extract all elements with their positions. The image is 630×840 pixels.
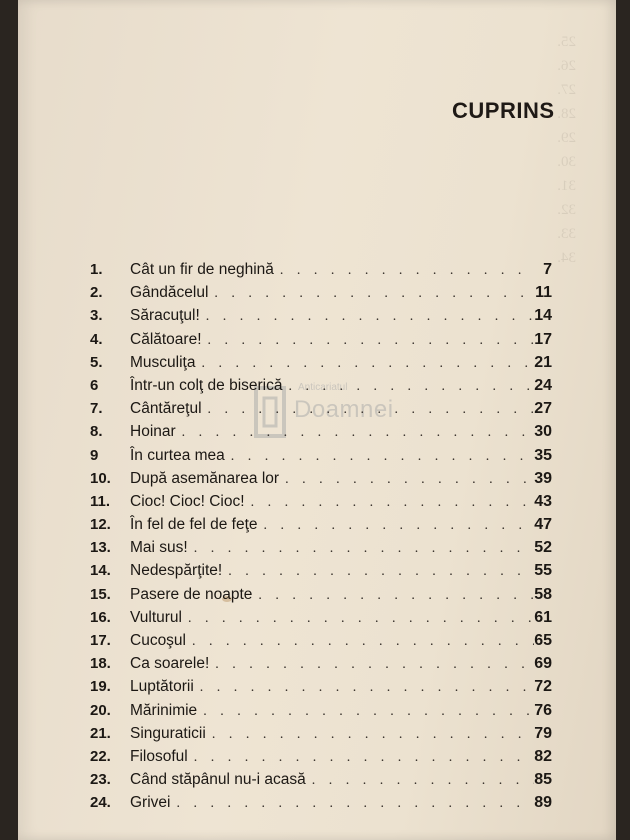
entry-number: 12. [90, 516, 111, 534]
dot-leader [289, 375, 535, 398]
dot-leader [212, 723, 534, 746]
entry-number: 11. [90, 492, 111, 510]
dot-leader [192, 630, 534, 653]
entry-title-wrap [130, 328, 534, 352]
entry-title-wrap [130, 559, 534, 583]
dot-leader [214, 282, 534, 305]
entry-title-wrap [130, 281, 534, 305]
entry-title-wrap [130, 467, 534, 491]
entry-title: În fel de fel de feţe [130, 516, 258, 534]
page-title: CUPRINS [452, 98, 555, 123]
entry-page: 52 [534, 539, 552, 557]
entry-page: 17 [534, 330, 552, 348]
entry-page: 39 [534, 469, 552, 487]
entry-number: 9 [90, 446, 99, 464]
dot-leader [208, 398, 534, 421]
watermark-brand: Doamnei [294, 396, 394, 423]
entry-page: 76 [534, 701, 552, 719]
toc-entry [18, 304, 616, 327]
entry-title: Singuraticii [130, 724, 206, 742]
entry-number: 19. [90, 678, 111, 696]
toc-entry [18, 420, 616, 443]
entry-page: 11 [535, 284, 552, 302]
entry-page: 43 [534, 492, 552, 510]
entry-title: Ca soarele! [130, 655, 210, 673]
entry-page: 65 [534, 632, 552, 649]
dot-leader [228, 560, 534, 583]
book-page [18, 0, 616, 840]
entry-number: 10. [90, 469, 111, 487]
dot-leader [208, 329, 534, 352]
toc-entry [18, 281, 616, 304]
toc-entry [18, 583, 616, 606]
dot-leader [182, 421, 534, 444]
entry-number: 5. [90, 353, 103, 371]
dot-leader [176, 792, 534, 815]
entry-title-wrap [130, 699, 534, 723]
toc-entry [18, 606, 616, 629]
dot-leader [201, 352, 534, 375]
bleed-line: 32. [557, 202, 576, 218]
bleed-line: 26. [557, 58, 576, 74]
entry-title-wrap [130, 722, 534, 746]
bleed-line: 27. [557, 82, 576, 98]
bleed-line: 30. [557, 154, 576, 170]
dot-leader [203, 700, 534, 723]
dot-leader [194, 537, 534, 560]
dot-leader [264, 514, 534, 537]
bleed-line: 29. [557, 130, 576, 146]
entry-page: 27 [534, 400, 552, 418]
entry-title: Gândăcelul [130, 284, 209, 302]
entry-page: 7 [543, 261, 552, 278]
toc-entry [18, 768, 616, 791]
entry-title: Când stăpânul nu-i acasă [130, 771, 306, 789]
dot-leader [206, 305, 534, 328]
entry-title: Pasere de noapte [130, 585, 253, 603]
entry-title-wrap [130, 444, 534, 468]
entry-title: Grivei [130, 794, 171, 812]
entry-page: 58 [534, 585, 552, 603]
entry-title: Cântăreţul [130, 400, 202, 418]
entry-number: 2. [90, 284, 103, 302]
entry-title-wrap [130, 745, 534, 769]
entry-title-wrap [130, 397, 534, 421]
entry-title-wrap [130, 791, 534, 815]
entry-title-wrap [130, 258, 534, 282]
entry-title: Săracuţul! [130, 307, 200, 325]
dot-leader [312, 769, 534, 792]
watermark-small-text: Anticariatul [298, 382, 348, 393]
entry-title-wrap [130, 351, 534, 375]
entry-number: 7. [90, 400, 103, 418]
entry-title-wrap [130, 606, 534, 630]
toc-entry [18, 490, 616, 513]
entry-page: 55 [534, 562, 552, 580]
entry-page: 85 [534, 771, 552, 789]
bleed-line: 25. [557, 34, 576, 50]
entry-title-wrap [130, 490, 534, 514]
entry-title: Hoinar [130, 423, 176, 441]
entry-page: 79 [534, 724, 552, 742]
entry-title-wrap [130, 420, 534, 444]
entry-title: Cucoşul [130, 632, 186, 649]
entry-title: Mărinimie [130, 701, 198, 719]
entry-number: 18. [90, 655, 111, 673]
dot-leader [251, 491, 534, 514]
toc-entry [18, 559, 616, 582]
entry-number: 20. [90, 701, 111, 719]
entry-page: 72 [534, 678, 552, 696]
entry-title-wrap [130, 536, 534, 560]
entry-title: Cioc! Cioc! Cioc! [130, 492, 245, 510]
entry-title: Cât un fir de neghină [130, 261, 274, 278]
entry-page: 14 [534, 307, 552, 325]
entry-number: 14. [90, 562, 111, 580]
entry-page: 61 [534, 608, 552, 626]
entry-number: 17. [90, 632, 111, 649]
entry-number: 1. [90, 261, 103, 278]
entry-title: Vulturul [130, 608, 182, 626]
bleed-line: 31. [557, 178, 576, 194]
entry-title-wrap [130, 675, 534, 699]
entry-number: 23. [90, 771, 111, 789]
toc-entry [18, 467, 616, 490]
toc-entry [18, 652, 616, 675]
toc-entry [18, 791, 616, 814]
entry-title-wrap [130, 304, 534, 328]
entry-title: Filosoful [130, 747, 188, 765]
bleed-line: 33. [557, 226, 576, 242]
entry-number: 24. [90, 794, 111, 812]
entry-title: Mai sus! [130, 539, 188, 557]
toc-entry [18, 351, 616, 374]
toc-entry [18, 444, 616, 467]
entry-page: 89 [534, 794, 552, 812]
toc-entry [18, 722, 616, 745]
entry-title: Călătoare! [130, 330, 202, 348]
entry-page: 30 [534, 423, 552, 441]
toc-entry [18, 258, 616, 281]
entry-page: 47 [534, 516, 552, 534]
dot-leader [200, 676, 534, 699]
dot-leader [280, 259, 534, 282]
entry-title-wrap [130, 629, 534, 653]
entry-page: 82 [534, 747, 552, 765]
entry-title: Într-un colţ de biserică [130, 376, 283, 394]
entry-number: 6 [90, 376, 99, 394]
entry-number: 4. [90, 330, 103, 348]
entry-title-wrap [130, 374, 534, 398]
dot-leader [215, 653, 534, 676]
toc-entry [18, 536, 616, 559]
bleed-line: 28. [557, 106, 576, 122]
entry-page: 24 [534, 376, 552, 394]
entry-title: După asemănarea lor [130, 469, 280, 487]
entry-title-wrap [130, 768, 534, 792]
entry-number: 3. [90, 307, 103, 325]
entry-number: 22. [90, 747, 111, 765]
entry-title: În curtea mea [130, 446, 225, 464]
entry-number: 13. [90, 539, 111, 557]
entry-page: 35 [534, 446, 552, 464]
toc-entry [18, 699, 616, 722]
bleed-line: 34. [557, 250, 576, 266]
table-of-contents [18, 258, 616, 815]
entry-title: Musculiţa [130, 353, 196, 371]
dot-leader [194, 746, 534, 769]
toc-entry [18, 513, 616, 536]
toc-entry [18, 745, 616, 768]
entry-title-wrap [130, 652, 534, 676]
toc-entry [18, 675, 616, 698]
toc-entry [18, 397, 616, 420]
entry-page: 69 [534, 655, 552, 673]
entry-page: 21 [534, 353, 552, 371]
entry-number: 15. [90, 585, 111, 603]
dot-leader [231, 445, 534, 468]
entry-number: 16. [90, 608, 111, 626]
entry-title-wrap [130, 583, 534, 607]
dot-leader [188, 607, 534, 630]
toc-entry [18, 328, 616, 351]
entry-title: Nedespărţite! [130, 562, 223, 580]
entry-number: 8. [90, 423, 103, 441]
toc-entry [18, 374, 616, 397]
dot-leader [285, 468, 534, 491]
toc-entry [18, 629, 616, 652]
dot-leader [258, 584, 534, 607]
entry-title-wrap [130, 513, 534, 537]
entry-title: Luptătorii [130, 678, 194, 696]
entry-number: 21. [90, 724, 111, 742]
